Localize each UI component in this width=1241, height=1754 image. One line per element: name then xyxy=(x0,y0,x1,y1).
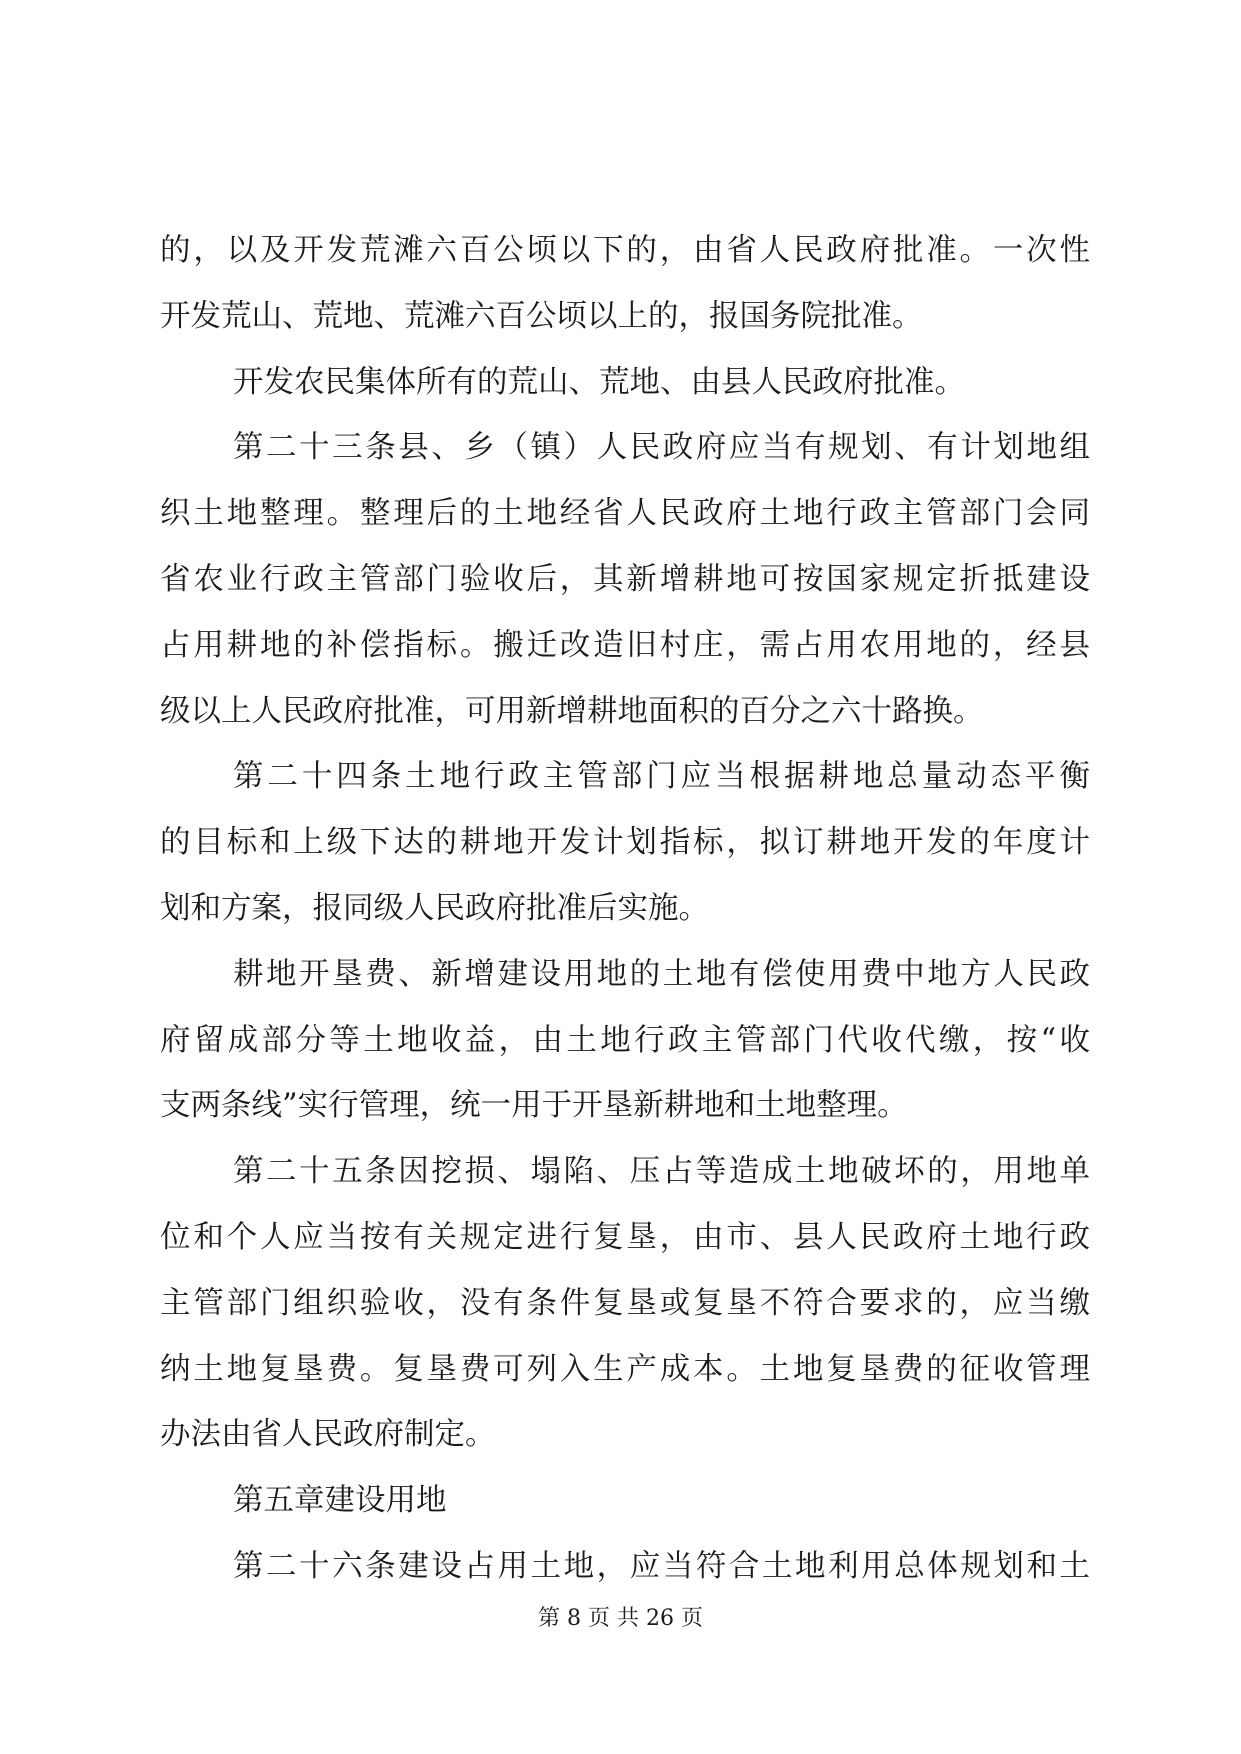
text-line: 划和方案，报同级人民政府批准后实施。 xyxy=(160,890,709,926)
text-line: 级以上人民政府批准，可用新增耕地面积的百分之六十路换。 xyxy=(160,693,984,729)
text-line: 第二十五条因挖损、塌陷、压占等造成土地破坏的，用地单 xyxy=(233,1154,1090,1190)
text-line: 的，以及开发荒滩六百公顷以下的，由省人民政府批准。一次性 xyxy=(160,233,1090,268)
text-line: 纳土地复垦费。复垦费可列入生产成本。土地复垦费的征收管理 xyxy=(160,1351,1090,1387)
text-line: 的目标和上级下达的耕地开发计划指标，拟订耕地开发的年度计 xyxy=(160,825,1090,861)
text-line: 第五章建设用地 xyxy=(233,1483,447,1519)
text-line: 办法由省人民政府制定。 xyxy=(160,1417,496,1453)
page-footer: 第 8 页 共 26 页 xyxy=(538,1606,703,1631)
text-line: 开发农民集体所有的荒山、荒地、由县人民政府批准。 xyxy=(233,364,965,400)
text-line: 耕地开垦费、新增建设用地的土地有偿使用费中地方人民政 xyxy=(233,956,1090,992)
text-line: 第二十三条县、乡（镇）人民政府应当有规划、有计划地组 xyxy=(233,430,1090,466)
text-line: 主管部门组织验收，没有条件复垦或复垦不符合要求的，应当缴 xyxy=(160,1285,1090,1321)
text-line: 开发荒山、荒地、荒滩六百公顷以上的，报国务院批准。 xyxy=(160,298,923,334)
text-line: 占用耕地的补偿指标。搬迁改造旧村庄，需占用农用地的，经县 xyxy=(160,627,1090,663)
text-line: 织土地整理。整理后的土地经省人民政府土地行政主管部门会同 xyxy=(160,496,1090,532)
text-line: 位和个人应当按有关规定进行复垦，由市、县人民政府土地行政 xyxy=(160,1219,1090,1255)
text-line: 支两条线”实行管理，统一用于开垦新耕地和土地整理。 xyxy=(160,1088,908,1124)
document-body xyxy=(160,226,1090,1608)
text-line: 第二十六条建设占用土地，应当符合土地利用总体规划和土 xyxy=(233,1548,1090,1584)
text-line: 府留成部分等土地收益，由土地行政主管部门代收代缴，按“收 xyxy=(160,1022,1090,1058)
text-line: 第二十四条土地行政主管部门应当根据耕地总量动态平衡 xyxy=(233,759,1090,795)
text-line: 省农业行政主管部门验收后，其新增耕地可按国家规定折抵建设 xyxy=(160,561,1090,597)
